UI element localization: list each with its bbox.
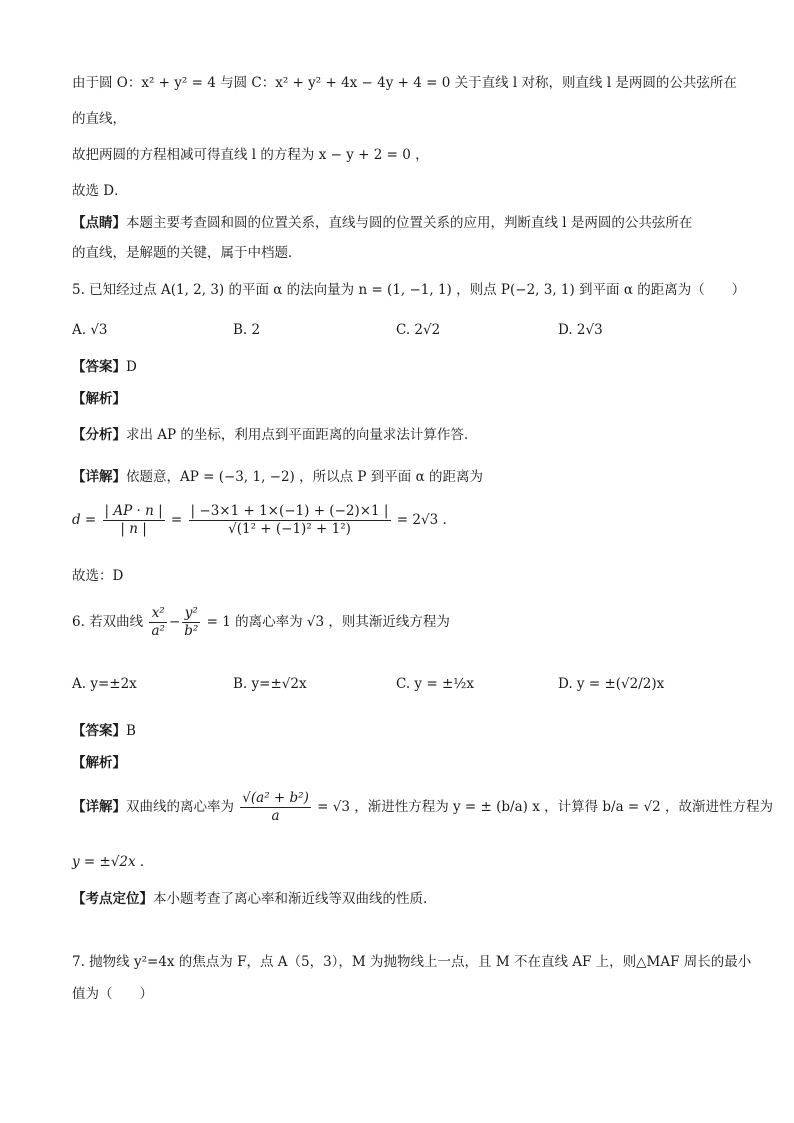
fraction-numerator: | −3×1 + 1×(−1) + (−2)×1 |: [190, 503, 389, 519]
q6-option-d: D. y = ±(√2/2)x: [558, 676, 665, 692]
paragraph-line: 故把两圆的方程相减可得直线 l 的方程为 x − y + 2 = 0 ，: [72, 147, 429, 163]
answer-value: D: [126, 359, 137, 375]
fraction-denominator: b²: [184, 623, 199, 639]
q5-option-d: D. 2√3: [558, 322, 603, 338]
q6-kaodian-line: [72, 889, 427, 909]
jiexi-tag: 【解析】: [72, 391, 126, 407]
paragraph-line: 的直线，: [72, 111, 126, 127]
question-7-stem: 7. 抛物线 y²=4x 的焦点为 F，点 A（5，3），M 为抛物线上一点，且 M 不在直线 AF 上，则△MAF 周长的最小: [72, 954, 752, 970]
q5-option-b: B. 2: [233, 322, 261, 338]
formula-lhs: d =: [72, 512, 97, 528]
kaodian-tag: 【考点定位】: [72, 891, 153, 907]
q5-xiangjie-line: [72, 467, 483, 487]
fraction: [149, 605, 166, 640]
q5-conclusion: 故选：D: [72, 568, 124, 584]
fraction: [189, 503, 391, 538]
q6-answer-line: [72, 721, 136, 741]
q6-option-c: C. y = ±½x: [396, 676, 474, 692]
fenxi-tag: 【分析】: [72, 427, 126, 443]
xiangjie-text: 双曲线的离心率为: [126, 799, 234, 815]
kaodian-text: 本小题考查了离心率和渐近线等双曲线的性质.: [153, 891, 428, 907]
fraction-denominator: | n |: [120, 521, 147, 537]
question-7-stem-cont: 值为（ ）: [72, 986, 153, 1002]
q5-option-c: C. 2√2: [396, 322, 441, 338]
fraction: [103, 503, 165, 538]
q6-suffix: = 1 的离心率为 √3 ，则其渐近线方程为: [206, 614, 450, 630]
fraction-numerator: x²: [149, 605, 166, 623]
answer-tag: 【答案】: [72, 723, 126, 739]
xiangjie-tag: 【详解】: [72, 799, 126, 815]
xiangjie-tag: 【详解】: [72, 469, 126, 485]
q6-xiangjie-line: [72, 790, 773, 825]
fenxi-text: 求出 AP 的坐标，利用点到平面距离的向量求法计算作答.: [126, 427, 469, 443]
q6-option-b: B. y=±√2x: [233, 676, 307, 692]
fraction-numerator: | AP · n |: [104, 503, 163, 519]
fraction-denominator: √(1² + (−1)² + 1²): [228, 521, 351, 537]
q5-distance-formula: d = $\frac{| AP \cdot n |}{| n |}$ = $\frac{| -3\times 1 + 1\times(-1) + (-2)\times 1 |}{\text{√(1² + (−1)² + 1²)}}$ = 2√3 .: [72, 503, 447, 537]
note-line: [72, 213, 692, 233]
q6-option-a: A. y=±2x: [72, 676, 137, 692]
fraction-numerator: √(a² + b²): [242, 790, 309, 806]
xiangjie-text: = √3 ，渐进性方程为 y = ± (b/a) x ，计算得 b/a = √2 ，故渐进性方程为: [317, 799, 774, 815]
question-6-stem: 6. 若双曲线 $\frac{\text{x²}}{\text{a²}}$ − $\frac{\text{y²}}{\text{b²}}$ = 1 的离心率为 √3 ，则其渐近线方程为: [72, 605, 450, 639]
fraction-denominator: a²: [151, 623, 165, 639]
fraction-numerator: y²: [182, 605, 200, 623]
jiexi-tag: 【解析】: [72, 755, 126, 771]
q6-asymptote-result: y = ±√2x .: [72, 854, 145, 870]
q5-answer-line: [72, 357, 137, 377]
paragraph-line: 的直线，是解题的关键，属于中档题．: [72, 245, 302, 261]
answer-value: B: [126, 723, 136, 739]
q5-fenxi-line: [72, 425, 468, 445]
xiangjie-text: 依题意，AP = (−3, 1, −2) ，所以点 P 到平面 α 的距离为: [126, 469, 483, 485]
paragraph-line: 由于圆 O：x² + y² = 4 与圆 C：x² + y² + 4x − 4y + 4 = 0 关于直线 l 对称，则直线 l 是两圆的公共弦所在: [72, 75, 737, 91]
fraction: [240, 790, 311, 825]
fraction: [182, 605, 200, 640]
answer-tag: 【答案】: [72, 359, 126, 375]
formula-rhs: = 2√3 .: [396, 512, 447, 528]
note-tag: 【点睛】: [72, 215, 126, 231]
question-5-stem: 5. 已知经过点 A(1, 2, 3) 的平面 α 的法向量为 n = (1, −1, 1) ，则点 P(−2, 3, 1) 到平面 α 的距离为（ ）: [72, 282, 746, 298]
paragraph-line: 故选 D．: [72, 183, 128, 199]
q5-option-a: A. √3: [72, 322, 108, 338]
note-text: 本题主要考查圆和圆的位置关系，直线与圆的位置关系的应用，判断直线 l 是两圆的公共弦所在: [126, 215, 693, 231]
fraction-denominator: a: [271, 808, 280, 824]
q6-prefix: 6. 若双曲线: [72, 614, 144, 630]
